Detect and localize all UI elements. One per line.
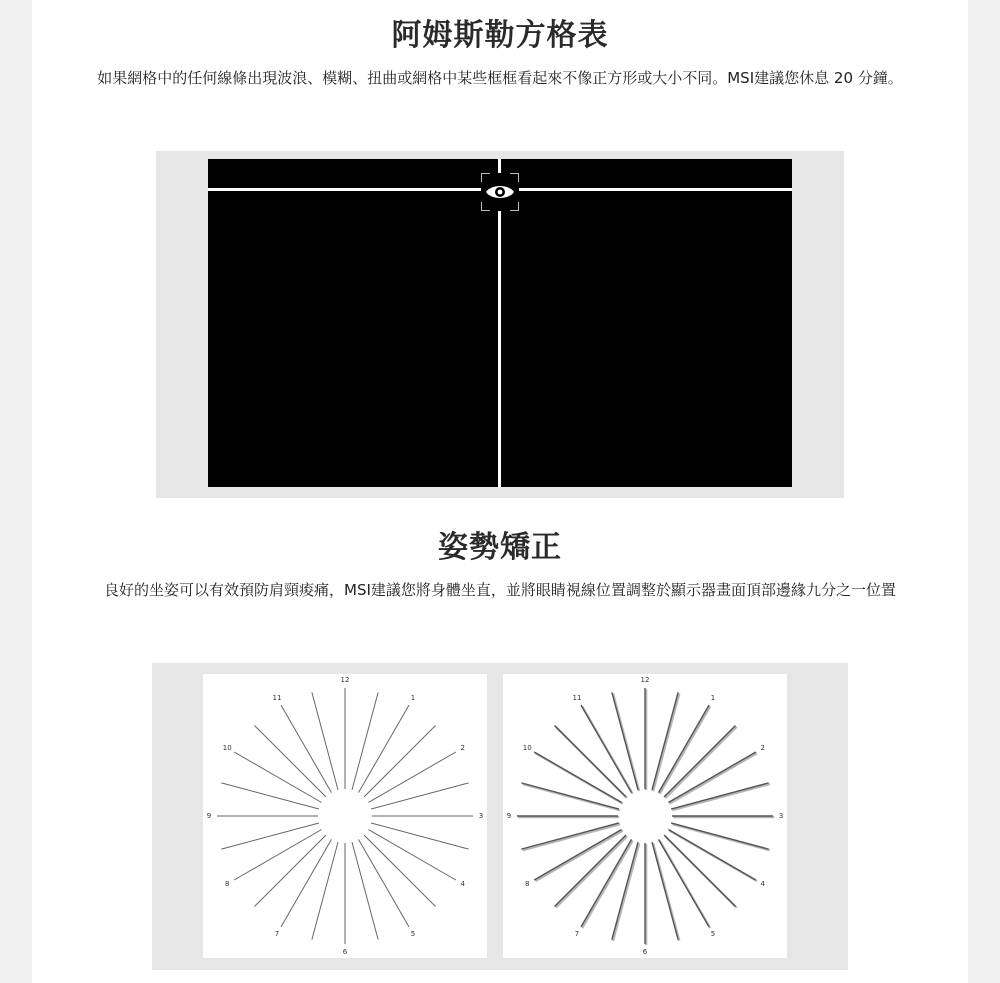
- dial-number: 5: [410, 929, 416, 938]
- amsler-grid-description: 如果網格中的任何線條出現波浪、模糊、扭曲或網格中某些框框看起來不像正方形或大小不同。MSI建議您休息 20 分鐘。: [97, 69, 903, 87]
- dial-ray: [668, 752, 755, 803]
- dial-ray: [254, 725, 325, 796]
- dial-ray: [368, 752, 455, 803]
- dial-number: 3: [778, 812, 784, 820]
- dial-number: 11: [572, 694, 582, 703]
- dial-number: 5: [710, 929, 716, 938]
- dial-ray: [521, 783, 619, 809]
- dial-number: 7: [274, 929, 280, 938]
- dial-ray: [254, 835, 325, 906]
- amsler-grid: [208, 159, 792, 487]
- dial-number: 7: [574, 929, 580, 938]
- posture-title: 姿勢矯正: [438, 530, 562, 565]
- dial-ray: [221, 823, 319, 849]
- dial-ray: [359, 705, 410, 792]
- dial-ray: [664, 835, 735, 906]
- dial-ray: [234, 752, 321, 803]
- dial-ray-shadow: [523, 784, 621, 810]
- dial-number: 10: [522, 744, 532, 752]
- dial-rays: [503, 674, 787, 958]
- dial-ray-shadow: [672, 824, 770, 850]
- dial-ray-shadow: [535, 831, 622, 882]
- dial-ray-shadow: [653, 694, 679, 792]
- dial-ray: [652, 692, 678, 790]
- dial-ray: [312, 842, 338, 940]
- dial-number: 4: [760, 880, 766, 888]
- dial-ray: [221, 783, 319, 809]
- dial-ray: [368, 830, 455, 881]
- posture-description: 良好的坐姿可以有效預防肩頸痠痛，MSI建議您將身體坐直，並將眼睛視線位置調整於顯示器畫面頂部邊緣九分之一位置: [104, 581, 896, 599]
- dial-ray: [581, 839, 632, 926]
- dial-ray-shadow: [613, 694, 639, 792]
- dial-ray: [371, 783, 469, 809]
- dial-ray: [352, 692, 378, 790]
- dial-ray: [668, 830, 755, 881]
- dial-number: 3: [478, 812, 484, 820]
- dial-number: 4: [460, 880, 466, 888]
- amsler-grid-title: 阿姆斯勒方格表: [391, 18, 609, 53]
- clock-dial-astigmatism: [503, 674, 787, 958]
- dial-number: 6: [342, 948, 348, 956]
- dial-ray: [581, 705, 632, 792]
- dial-ray: [371, 823, 469, 849]
- dial-ray: [364, 835, 435, 906]
- dial-ray-shadow: [660, 706, 711, 793]
- dial-ray-shadow: [523, 824, 621, 850]
- eye-icon: [485, 180, 515, 204]
- dial-ray: [612, 842, 638, 940]
- dial-number: 1: [410, 694, 416, 703]
- dial-ray: [659, 839, 710, 926]
- dial-ray: [652, 842, 678, 940]
- dial-number: 8: [524, 880, 530, 888]
- dial-ray: [312, 692, 338, 790]
- dial-number: 12: [640, 676, 650, 684]
- dial-ray: [281, 705, 332, 792]
- dial-number: 9: [206, 812, 212, 820]
- amsler-grid-panel: [156, 151, 844, 498]
- dial-ray-shadow: [672, 784, 770, 810]
- dial-rays: [203, 674, 487, 958]
- clock-dial-clear: [203, 674, 487, 958]
- dial-ray: [521, 823, 619, 849]
- dial-ray: [234, 830, 321, 881]
- dial-number: 8: [224, 880, 230, 888]
- content-page: [32, 0, 968, 983]
- dial-ray: [671, 823, 769, 849]
- dial-ray: [352, 842, 378, 940]
- dial-number: 9: [506, 812, 512, 820]
- dial-number: 2: [760, 744, 766, 752]
- dial-ray: [281, 839, 332, 926]
- dial-ray: [554, 725, 625, 796]
- dial-number: 12: [340, 676, 350, 684]
- dial-ray: [364, 725, 435, 796]
- dial-number: 6: [642, 948, 648, 956]
- dial-number: 1: [710, 694, 716, 703]
- dial-ray-shadow: [613, 843, 639, 941]
- dial-ray: [612, 692, 638, 790]
- dial-number: 2: [460, 744, 466, 752]
- dial-ray: [534, 752, 621, 803]
- dial-ray: [671, 783, 769, 809]
- focus-point: [481, 173, 519, 211]
- dial-panel: [152, 663, 848, 970]
- dial-ray: [359, 839, 410, 926]
- dial-number: 10: [222, 744, 232, 752]
- dial-number: 11: [272, 694, 282, 703]
- dial-ray-shadow: [653, 843, 679, 941]
